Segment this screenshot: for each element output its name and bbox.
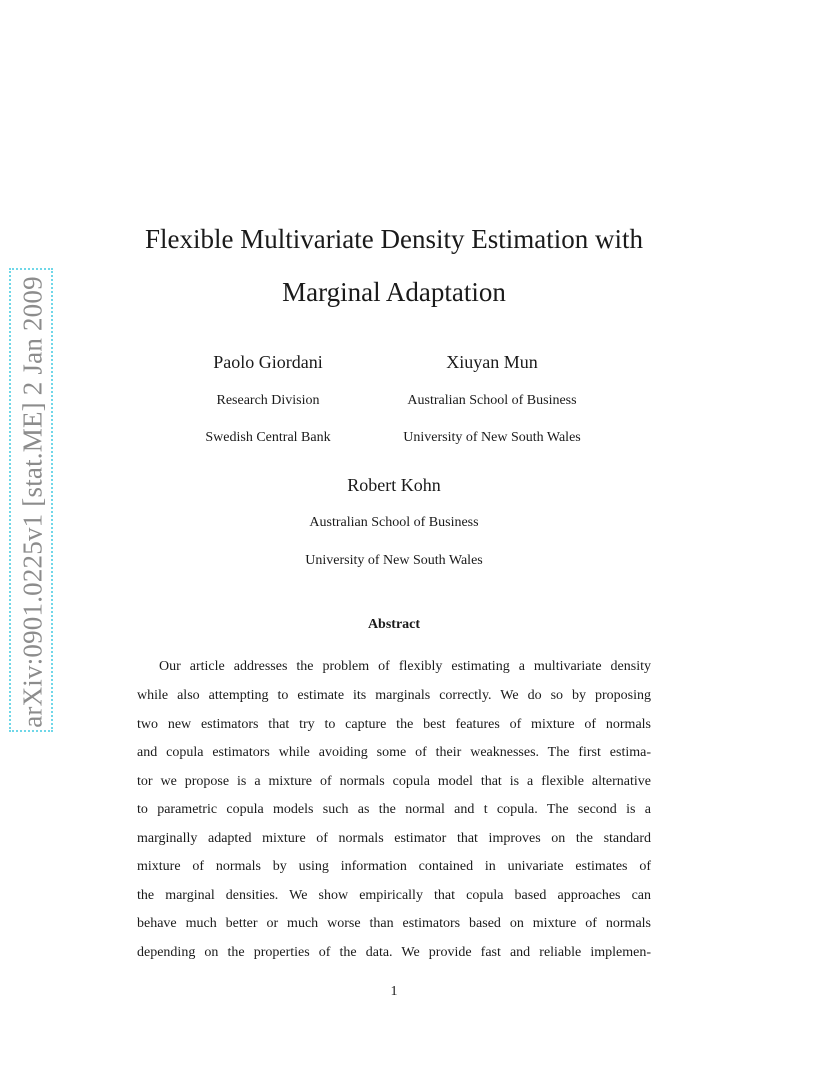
author-affiliation: University of New South Wales — [305, 553, 483, 568]
arxiv-stamp — [9, 268, 53, 732]
abstract-line: behave much better or much worse than estimators based on mixture of normals — [137, 916, 651, 931]
abstract-line: to parametric copula models such as the normal and t copula. The second is a — [137, 802, 651, 817]
abstract-line: Our article addresses the problem of flexibly estimating a multivariate density — [159, 659, 651, 674]
paper-title-line-2: Marginal Adaptation — [282, 277, 506, 307]
author-name: Xiuyan Mun — [446, 352, 538, 372]
abstract-line: marginally adapted mixture of normals estimator that improves on the standard — [137, 831, 651, 846]
author-affiliation: Australian School of Business — [309, 515, 479, 530]
abstract-line: depending on the properties of the data. We provide fast and reliable implemen- — [137, 945, 651, 960]
abstract-line: two new estimators that try to capture the best features of mixture of normals — [137, 717, 651, 732]
author-affiliation: Swedish Central Bank — [205, 430, 331, 445]
author-affiliation: Australian School of Business — [407, 393, 577, 408]
page-number: 1 — [390, 984, 398, 999]
abstract-line: tor we propose is a mixture of normals copula model that is a flexible alternative — [137, 774, 651, 789]
abstract-heading: Abstract — [367, 617, 421, 632]
abstract-line: while also attempting to estimate its marginals correctly. We do so by proposing — [137, 688, 651, 703]
abstract-line: and copula estimators while avoiding some of their weaknesses. The first estima- — [137, 745, 651, 760]
author-name: Robert Kohn — [347, 475, 441, 495]
arxiv-identifier: arXiv:0901.0225v1 [stat.ME] 2 Jan 2009 — [17, 276, 48, 728]
abstract-line: mixture of normals by using information contained in univariate estimates of — [137, 859, 651, 874]
abstract-line: the marginal densities. We show empirically that copula based approaches can — [137, 888, 651, 903]
author-name: Paolo Giordani — [213, 352, 323, 372]
author-affiliation: University of New South Wales — [403, 430, 581, 445]
paper-title-line-1: Flexible Multivariate Density Estimation with — [145, 224, 643, 254]
author-affiliation: Research Division — [216, 393, 320, 408]
